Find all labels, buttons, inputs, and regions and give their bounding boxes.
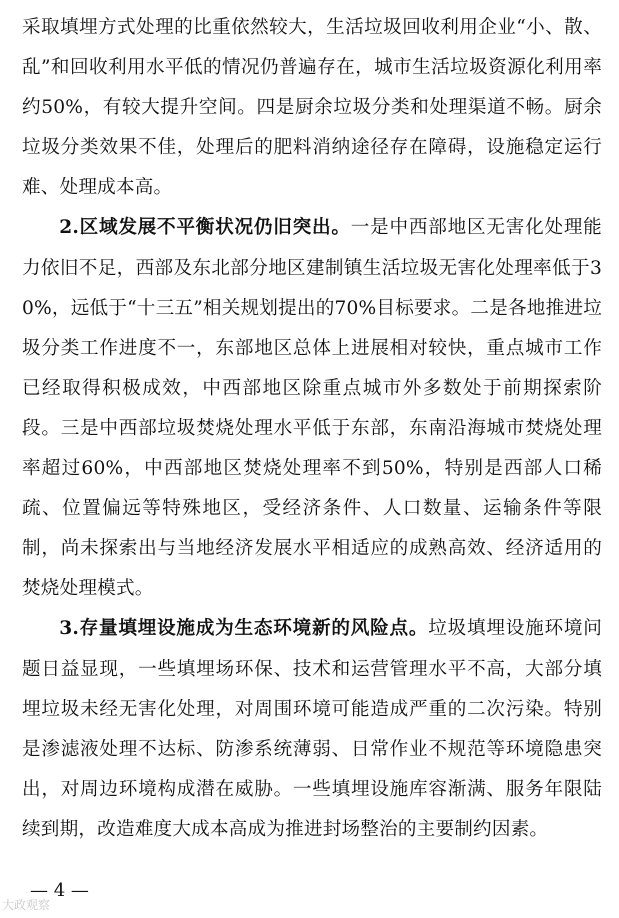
- paragraph-heading: 3.存量填埋设施成为生态环境新的风险点。: [59, 618, 429, 640]
- document-body: [22, 8, 602, 850]
- paragraph-text: 一是中西部地区无害化处理能力依旧不足，西部及东北部分地区建制镇生活垃圾无害化处理率低于30%，远低于“十三五”相关规划提出的70%目标要求。二是各地推进垃圾分类工作进度不一，东部地区总体上进展相对较快，重点城市工作已经取得积极成效，中西部地区除重点城市外多数处于前期探索阶段。三是中西部垃圾焚烧处理水平低于东部，东南沿海城市焚烧处理率超过60%，中西部地区焚烧处理率不到50%，特别是西部人口稀疏、位置偏远等特殊地区，受经济条件、人口数量、运输条件等限制，尚未探索出与当地经济发展水平相适应的成熟高效、经济适用的焚烧处理模式。: [22, 217, 602, 600]
- paragraph-continuation: [22, 8, 602, 208]
- watermark: 大政观察: [2, 898, 51, 912]
- page-number: — 4 —: [30, 880, 89, 901]
- paragraph-text: 采取填埋方式处理的比重依然较大，生活垃圾回收利用企业“小、散、乱”和回收利用水平低的情况仍普遍存在，城市生活垃圾资源化利用率约50%，有较大提升空间。四是厨余垃圾分类和处理渠道不畅。厨余垃圾分类效果不佳，处理后的肥料消纳途径存在障碍，设施稳定运行难、处理成本高。: [22, 17, 602, 199]
- paragraph-regional-imbalance: [22, 208, 602, 609]
- paragraph-heading: 2.区域发展不平衡状况仍旧突出。: [59, 217, 351, 239]
- paragraph-text: 垃圾填埋设施环境问题日益显现，一些填埋场环保、技术和运营管理水平不高，大部分填埋垃圾未经无害化处理，对周围环境可能造成严重的二次污染。特别是渗滤液处理不达标、防渗系统薄弱、日常作业不规范等环境隐患突出，对周边环境构成潜在威胁。一些填埋设施库容渐满、服务年限陆续到期，改造难度大成本高成为推进封场整治的主要制约因素。: [22, 618, 602, 840]
- paragraph-landfill-risk: [22, 609, 602, 850]
